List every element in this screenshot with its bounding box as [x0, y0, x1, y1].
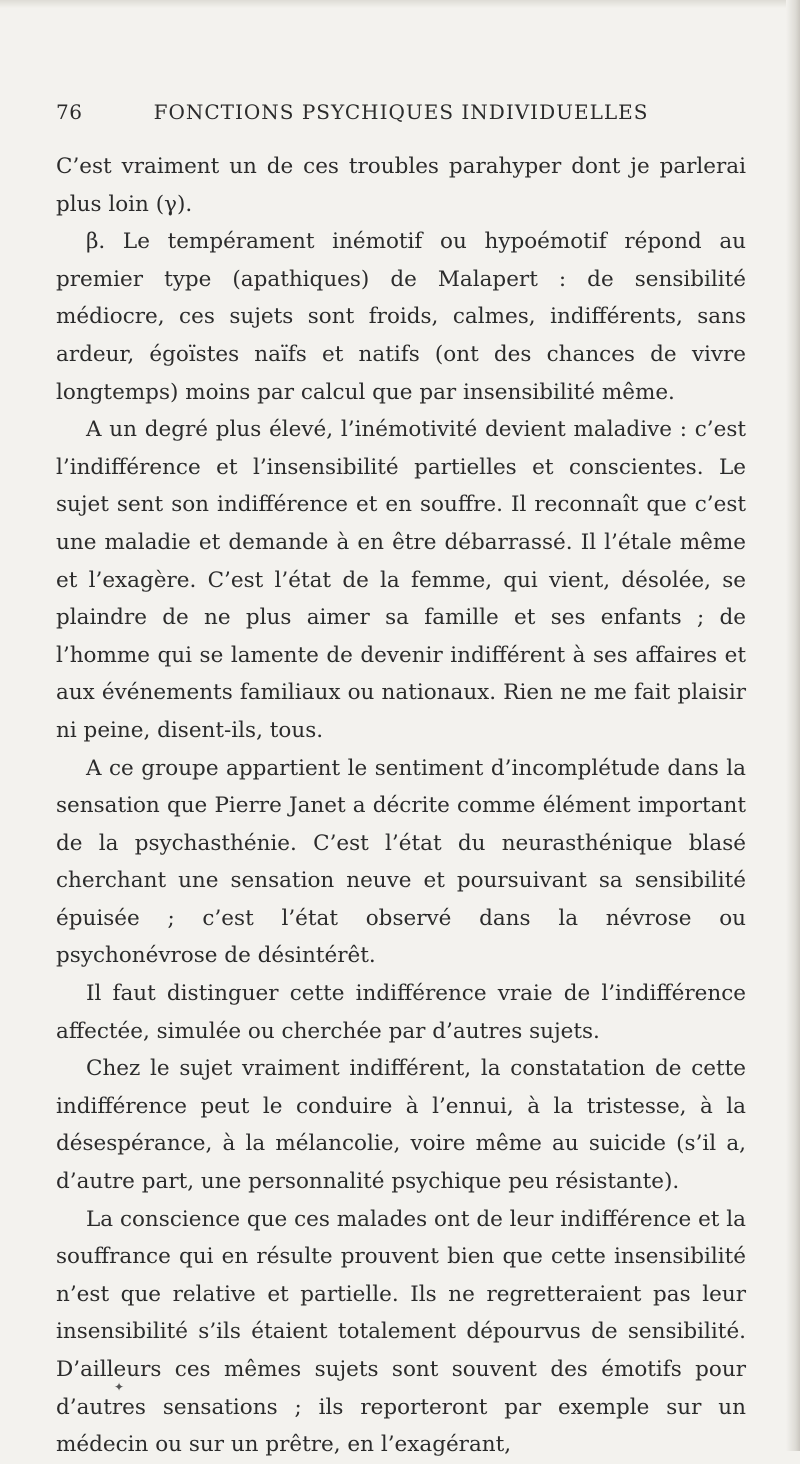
- paragraph: A ce groupe appartient le sentiment d’incomplétude dans la sensation que Pierre Janet a décrite comme élément important de la psychasthénie. C’est l’état du neurasthénique blasé cherchant une sensation neuve et poursuivant sa sensibilité épuisée ; c’est l’état observé dans la névrose ou psychonévrose de désintérêt.: [56, 755, 746, 969]
- page-number: 76: [56, 100, 83, 124]
- paragraph: A un degré plus élevé, l’inémotivité devient maladive : c’est l’indifférence et l’insensibilité partielles et conscientes. Le sujet sent son indifférence et en souffre. Il reconnaît que c’est une maladie et demande à en être débarrassé. Il l’étale même et l’exagère. C’est l’état de la femme, qui vient, désolée, se plaindre de ne plus aimer sa famille et ses enfants ; de l’homme qui se lamente de devenir indifférent à ses affaires et aux événements familiaux ou nationaux. Rien ne me fait plaisir ni peine, disent-ils, tous.: [56, 417, 746, 743]
- page-right-edge: [786, 0, 800, 1451]
- body-text: [56, 148, 746, 1464]
- fleuron-icon: ✦: [114, 1380, 125, 1394]
- paragraph: Chez le sujet vraiment indifférent, la constatation de cette indifférence peut le conduire à l’ennui, à la tristesse, à la désespérance, à la mélancolie, voire même au suicide (s’il a, d’autre part, une personnalité psychique peu résistante).: [56, 1056, 746, 1195]
- page-header: [56, 100, 746, 130]
- page-top-edge: [0, 0, 800, 8]
- paragraph: C’est vraiment un de ces troubles parahyper dont je parlerai plus loin (γ).: [56, 154, 746, 217]
- paragraph: La conscience que ces malades ont de leur indifférence et la souffrance qui en résulte prouvent bien que cette insensibilité n’est que relative et partielle. Ils ne regretteraient pas leur insensibilité s’ils étaient totalement dépourvus de sensibilité. D’ailleurs ces mêmes sujets sont souvent des émotifs pour d’autres sensations ; ils reporteront par exemple sur un médecin ou sur un prêtre, en l’exagérant,: [56, 1206, 746, 1458]
- paragraph: β. Le tempérament inémotif ou hypoémotif répond au premier type (apathiques) de Malapert : de sensibilité médiocre, ces sujets sont froids, calmes, indifférents, sans ardeur, égoïstes naïfs et natifs (ont des chances de vivre longtemps) moins par calcul que par insensibilité même.: [56, 229, 746, 405]
- paragraph: Il faut distinguer cette indifférence vraie de l’indifférence affectée, simulée ou cherchée par d’autres sujets.: [56, 981, 746, 1044]
- running-head: FONCTIONS PSYCHIQUES INDIVIDUELLES: [153, 100, 649, 124]
